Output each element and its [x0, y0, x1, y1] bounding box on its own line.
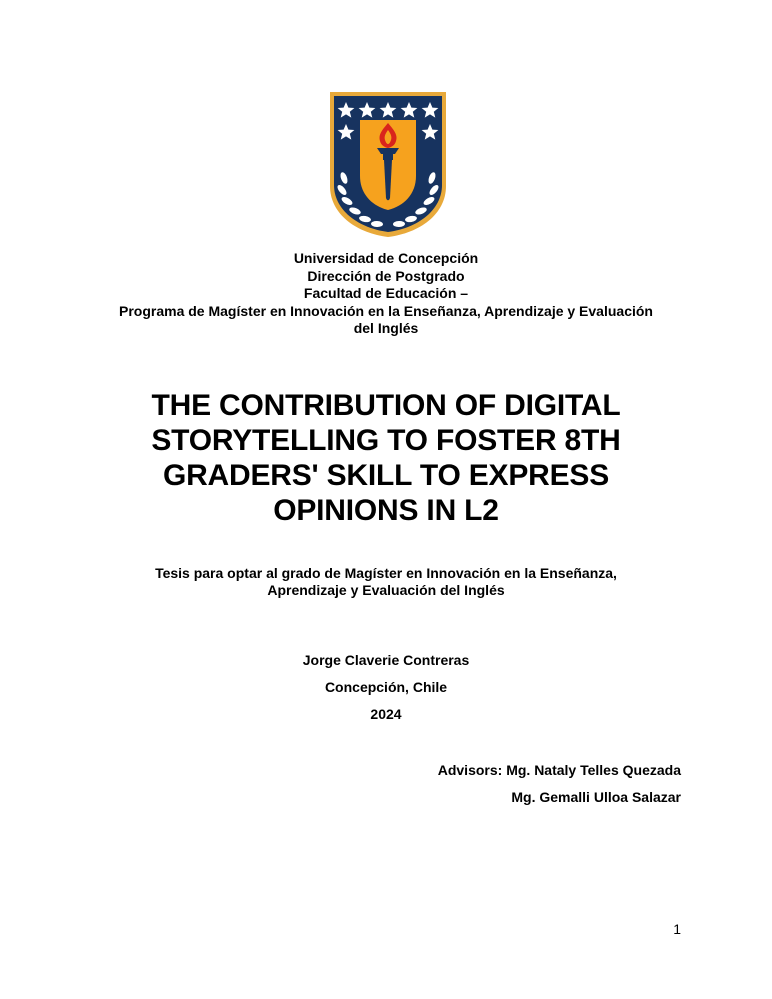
- page-number: 1: [673, 921, 681, 937]
- advisors-line2: Mg. Gemalli Ulloa Salazar: [511, 789, 681, 805]
- thesis-title-line2: STORYTELLING TO FOSTER 8TH: [151, 424, 621, 457]
- program-name-line2: del Inglés: [353, 320, 419, 336]
- degree-statement: [96, 565, 676, 599]
- advisors-line1: Advisors: Mg. Nataly Telles Quezada: [437, 762, 681, 778]
- university-name: Universidad de Concepción: [293, 250, 479, 266]
- thesis-title: [96, 388, 676, 528]
- postgraduate-direction: Dirección de Postgrado: [307, 267, 465, 284]
- faculty-name: Facultad de Educación –: [303, 285, 469, 301]
- degree-statement-line2: Aprendizaje y Evaluación del Inglés: [267, 582, 505, 598]
- thesis-title-line3: GRADERS' SKILL TO EXPRESS: [162, 459, 610, 492]
- thesis-title-line1: THE CONTRIBUTION OF DIGITAL: [151, 389, 621, 422]
- institution-header: [0, 250, 772, 338]
- degree-statement-line1: Tesis para optar al grado de Magíster en Innovación en la Enseñanza,: [155, 565, 617, 581]
- program-name-line1: Programa de Magíster en Innovación en la Enseñanza, Aprendizaje y Evaluación: [119, 302, 653, 319]
- university-crest-logo: [328, 90, 448, 238]
- author-name: Jorge Claverie Contreras: [302, 652, 470, 668]
- location: Concepción, Chile: [324, 679, 448, 695]
- thesis-title-line4: OPINIONS IN L2: [273, 494, 499, 527]
- year: 2024: [370, 706, 402, 722]
